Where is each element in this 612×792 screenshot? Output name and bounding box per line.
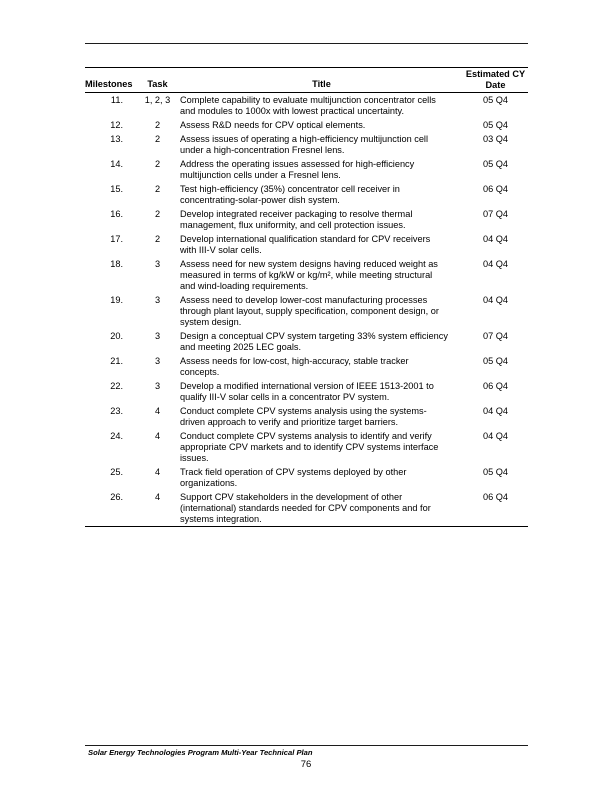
cell-date: 05 Q4 <box>482 94 509 105</box>
milestones-table-body <box>85 93 528 527</box>
cell-task: 3 <box>154 258 161 269</box>
cell-date: 05 Q4 <box>482 158 509 169</box>
cell-task: 2 <box>154 208 161 219</box>
header-title: Title <box>312 79 331 89</box>
page-number: 76 <box>300 759 312 770</box>
cell-milestone: 13. <box>110 133 123 144</box>
cell-milestone: 22. <box>110 380 123 391</box>
milestones-table <box>85 67 528 527</box>
cell-date: 05 Q4 <box>482 355 509 366</box>
cell-date: 04 Q4 <box>482 430 509 441</box>
cell-milestone: 20. <box>110 330 123 341</box>
cell-milestone: 15. <box>110 183 123 194</box>
table-row <box>85 93 528 119</box>
cell-milestone: 23. <box>110 405 123 416</box>
cell-milestone: 17. <box>110 233 123 244</box>
cell-task: 2 <box>154 158 161 169</box>
cell-task: 1, 2, 3 <box>144 94 171 105</box>
cell-task: 2 <box>154 133 161 144</box>
table-row <box>85 132 528 157</box>
cell-task: 3 <box>154 330 161 341</box>
table-row <box>85 232 528 257</box>
cell-date: 04 Q4 <box>482 405 509 416</box>
cell-title: Assess needs for low-cost, high-accuracy, stable tracker concepts. <box>180 355 409 377</box>
table-row <box>85 429 528 465</box>
cell-task: 2 <box>154 119 161 130</box>
cell-title: Address the operating issues assessed for high-efficiency multijunction cells under a Fresnel lens. <box>180 158 415 180</box>
header-task: Task <box>147 79 168 89</box>
cell-title: Test high-efficiency (35%) concentrator cell receiver in concentrating-solar-power dish system. <box>180 183 400 205</box>
table-row <box>85 157 528 182</box>
cell-date: 06 Q4 <box>482 380 509 391</box>
cell-title: Complete capability to evaluate multijunction concentrator cells and modules to 1000x with lowest practical uncertainty. <box>180 94 436 116</box>
table-header-row <box>85 68 528 93</box>
cell-date: 05 Q4 <box>482 466 509 477</box>
table-row <box>85 293 528 329</box>
cell-title: Develop integrated receiver packaging to resolve thermal management, flux uniformity, and cell protection issues. <box>180 208 413 230</box>
footer-rule <box>85 745 528 746</box>
table-row <box>85 354 528 379</box>
milestones-table-area <box>85 67 528 527</box>
cell-date: 04 Q4 <box>482 294 509 305</box>
table-row <box>85 118 528 132</box>
cell-date: 07 Q4 <box>482 208 509 219</box>
cell-title: Design a conceptual CPV system targeting 33% system efficiency and meeting 2025 LEC goals. <box>180 330 448 352</box>
header-estimated-cy-line2: Date <box>485 79 506 90</box>
cell-task: 3 <box>154 294 161 305</box>
cell-milestone: 25. <box>110 466 123 477</box>
cell-title: Assess issues of operating a high-efficiency multijunction cell under a high-concentration Fresnel lens. <box>180 133 429 155</box>
cell-date: 04 Q4 <box>482 233 509 244</box>
cell-title: Conduct complete CPV systems analysis using the systems-driven approach to verify and prioritize target barriers. <box>180 405 427 427</box>
cell-title: Develop a modified international version of IEEE 1513-2001 to qualify III-V solar cells in a concentrator PV system. <box>180 380 434 402</box>
table-row <box>85 404 528 429</box>
cell-milestone: 19. <box>110 294 123 305</box>
table-row <box>85 329 528 354</box>
top-rule <box>85 43 528 44</box>
footer-report-title: Solar Energy Technologies Program Multi-Year Technical Plan <box>88 748 313 757</box>
table-row <box>85 465 528 490</box>
cell-milestone: 24. <box>110 430 123 441</box>
table-header <box>85 68 528 93</box>
cell-milestone: 12. <box>110 119 123 130</box>
cell-title: Develop international qualification standard for CPV receivers with III-V solar cells. <box>180 233 431 255</box>
cell-milestone: 26. <box>110 491 123 502</box>
cell-title: Support CPV stakeholders in the development of other (international) standards needed for CPV components and for systems integration. <box>180 491 431 524</box>
cell-milestone: 18. <box>110 258 123 269</box>
cell-task: 4 <box>154 430 161 441</box>
cell-date: 04 Q4 <box>482 258 509 269</box>
cell-date: 03 Q4 <box>482 133 509 144</box>
cell-date: 06 Q4 <box>482 491 509 502</box>
cell-task: 2 <box>154 233 161 244</box>
cell-task: 4 <box>154 491 161 502</box>
cell-milestone: 21. <box>110 355 123 366</box>
header-milestones: Milestones <box>85 79 133 89</box>
cell-date: 05 Q4 <box>482 119 509 130</box>
cell-title: Assess need to develop lower-cost manufacturing processes through plant layout, supply specification, component design, or system design. <box>180 294 439 327</box>
table-row <box>85 490 528 527</box>
cell-title: Conduct complete CPV systems analysis to identify and verify appropriate CPV markets and to identify CPV systems interface issues. <box>180 430 439 463</box>
cell-task: 3 <box>154 380 161 391</box>
header-estimated-cy-date <box>463 68 528 93</box>
cell-task: 4 <box>154 405 161 416</box>
cell-title: Assess need for new system designs having reduced weight as measured in terms of kg/kW or kg/m², while meeting structural and wind-loading requirements. <box>180 258 438 291</box>
cell-task: 3 <box>154 355 161 366</box>
cell-milestone: 14. <box>110 158 123 169</box>
table-row <box>85 257 528 293</box>
header-estimated-cy-line1: Estimated CY <box>465 69 526 79</box>
cell-title: Assess R&D needs for CPV optical elements. <box>180 119 366 130</box>
cell-task: 4 <box>154 466 161 477</box>
table-row <box>85 207 528 232</box>
cell-task: 2 <box>154 183 161 194</box>
cell-date: 07 Q4 <box>482 330 509 341</box>
table-row <box>85 379 528 404</box>
cell-milestone: 16. <box>110 208 123 219</box>
table-row <box>85 182 528 207</box>
cell-title: Track field operation of CPV systems deployed by other organizations. <box>180 466 407 488</box>
cell-milestone: 11. <box>110 94 123 105</box>
cell-date: 06 Q4 <box>482 183 509 194</box>
